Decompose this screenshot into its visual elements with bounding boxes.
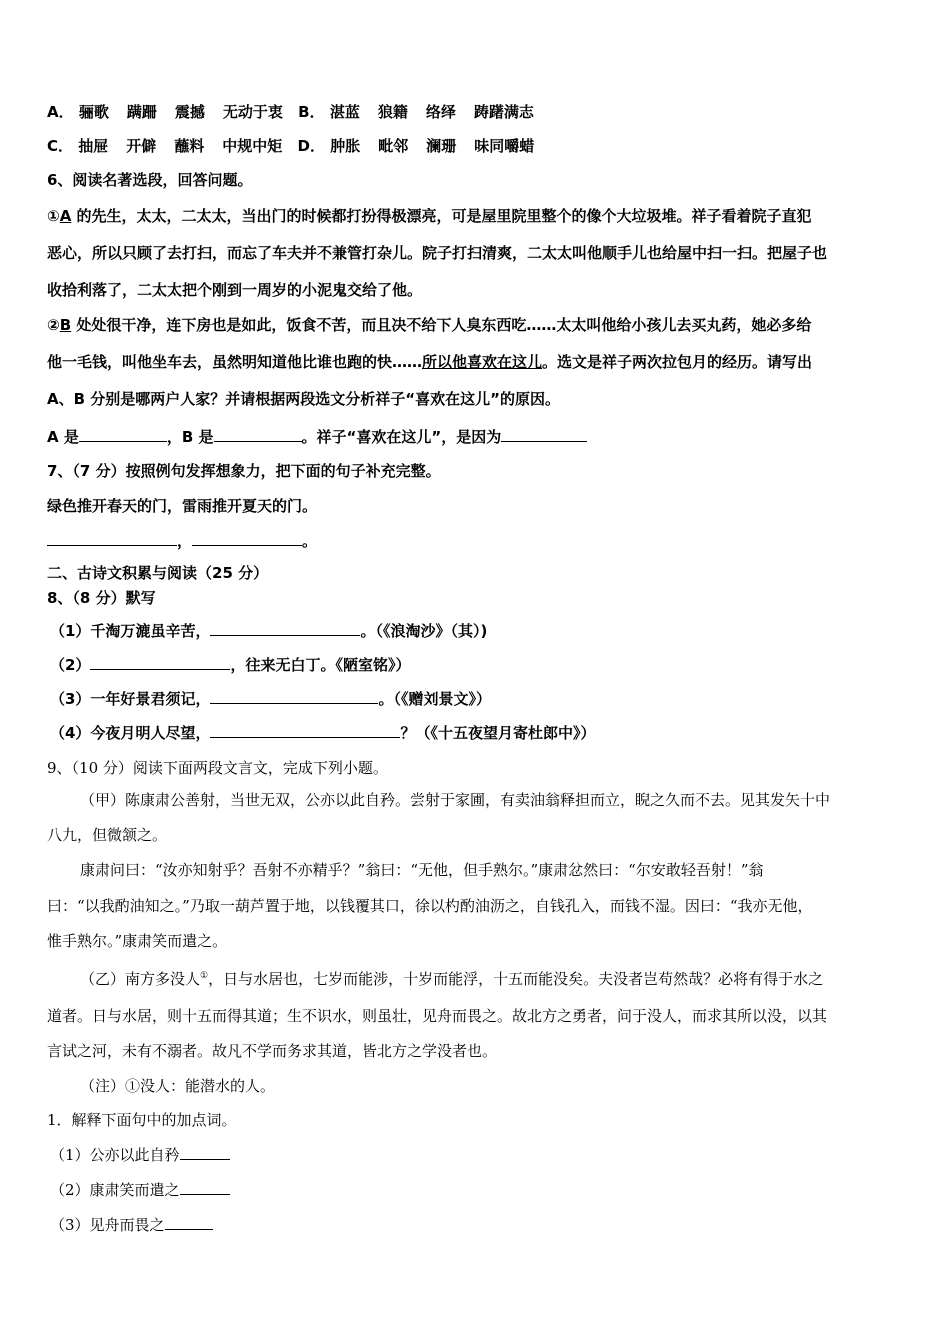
answer-a-label: A 是 <box>47 428 79 446</box>
answer-b-label: ，B 是 <box>166 428 214 446</box>
q8-item-4 <box>50 722 595 743</box>
text: ？（《十五夜望月寄杜郎中》） <box>400 724 596 742</box>
word: 湛蓝 <box>329 103 360 121</box>
q7-title: 7、（7 分）按照例句发挥想象力，把下面的句子补充完整。 <box>47 462 441 480</box>
text: 他一毛钱，叫他坐车去，虽然明知道他比谁也跑的快…… <box>47 353 423 371</box>
q6-p1-line1 <box>47 206 812 226</box>
option-a-label: A． <box>47 103 74 121</box>
text: （乙）南方多没人 <box>80 970 201 988</box>
word: 狼籍 <box>377 103 408 121</box>
q6-p1-line3: 收拾利落了，二太太把个刚到一周岁的小泥鬼交给了他。 <box>47 281 423 299</box>
q9-title: 9、（10 分）阅读下面两段文言文，完成下列小题。 <box>47 759 388 777</box>
options-row-ab <box>47 102 552 122</box>
text: 处处很干净，连下房也是如此，饭食不苦，而且决不给下人臭东西吃……太太叫他给小孩儿去买丸药，她必多给 <box>71 316 812 334</box>
q8-item-1 <box>50 620 487 641</box>
q6-p2-line1 <box>47 315 811 335</box>
option-d-label: D． <box>297 137 325 155</box>
letter-a: A <box>59 207 72 225</box>
word: 蹒跚 <box>126 103 157 121</box>
q8-item-3 <box>50 688 491 709</box>
q8-title: 8、（8 分）默写 <box>47 589 156 607</box>
option-a-words <box>79 102 293 122</box>
option-d-words <box>330 136 552 156</box>
text: 。（《赠刘景文》） <box>378 690 491 708</box>
q9-blank-2[interactable] <box>180 1179 230 1195</box>
q9-jia-line2: 八九，但微颔之。 <box>47 826 168 844</box>
text: 。（《浪淘沙》（其）) <box>360 622 488 640</box>
text: （4）今夜月明人尽望， <box>50 724 211 742</box>
text: 。选文是祥子两次拉包月的经历。请写出 <box>542 353 813 371</box>
word: 味同嚼蜡 <box>474 137 535 155</box>
text: ，往来无白丁。《陋室铭》） <box>230 656 411 674</box>
word: 毗邻 <box>378 137 409 155</box>
q8-blank-3[interactable] <box>210 688 378 704</box>
option-c-label: C． <box>47 137 74 155</box>
word: 骊歌 <box>78 103 109 121</box>
q8-blank-1[interactable] <box>210 620 360 636</box>
q6-answer-line <box>47 426 587 447</box>
answer-c-label: 。祥子“喜欢在这儿”，是因为 <box>301 428 502 446</box>
q6-title: 6、阅读名著选段，回答问题。 <box>47 171 253 189</box>
word: 中规中矩 <box>222 137 283 155</box>
word: 震撼 <box>174 103 205 121</box>
q8-item-2 <box>50 654 410 675</box>
q9-jia-line3: 康肃问曰：“汝亦知射乎？吾射不亦精乎？”翁曰：“无他，但手熟尔。”康肃忿然曰：“尔安敢轻吾射！”翁 <box>80 861 764 879</box>
q9-blank-1[interactable] <box>180 1144 230 1160</box>
answer-b-blank[interactable] <box>214 426 302 442</box>
q9-jia-line5: 惟手熟尔。”康肃笑而遣之。 <box>47 932 228 950</box>
q7-blank-2[interactable] <box>192 530 302 546</box>
q9-sub1-item-2 <box>50 1179 230 1200</box>
q7-example: 绿色推开春天的门，雷雨推开夏天的门。 <box>47 497 318 515</box>
letter-b: B <box>59 316 72 334</box>
word: 踌躇满志 <box>473 103 534 121</box>
q9-yi-line1 <box>80 966 823 989</box>
footnote-mark: ① <box>200 971 209 981</box>
word: 澜珊 <box>426 137 457 155</box>
q9-yi-line2: 道者。日与水居，则十五而得其道；生不识水，则虽壮，见舟而畏之。故北方之勇者，问于没人，而求其所以没，以其 <box>47 1007 828 1025</box>
text: （2）康肃笑而遣之 <box>50 1181 180 1199</box>
q9-jia-line1: （甲）陈康肃公善射，当世无双，公亦以此自矜。尝射于家圃，有卖油翁释担而立，睨之久而不去。见其发矢十中 <box>80 791 831 809</box>
option-c-words <box>78 136 292 156</box>
text: （3）见舟而畏之 <box>50 1216 165 1234</box>
q7-answer-line <box>47 530 317 551</box>
circle-mark: ② <box>47 316 60 334</box>
text: 的先生，太太，二太太，当出门的时候都打扮得极漂亮，可是屋里院里整个的像个大垃圾堆。祥子看着院子直犯 <box>71 207 812 225</box>
word: 无动于衷 <box>222 103 283 121</box>
q9-sub1-item-1 <box>50 1144 230 1165</box>
q8-blank-4[interactable] <box>210 722 400 738</box>
q6-p1-line2: 恶心，所以只顾了去打扫，而忘了车夫并不兼管打杂儿。院子打扫清爽，二太太叫他顺手儿也给屋中扫一扫。把屋子也 <box>47 244 828 262</box>
q6-p2-line2 <box>47 352 812 372</box>
q9-jia-line4: 曰：“以我酌油知之。”乃取一葫芦置于地，以钱覆其口，徐以杓酌油沥之，自钱孔入，而钱不湿。因曰：“我亦无他， <box>47 897 813 915</box>
word: 抽屉 <box>78 137 109 155</box>
q9-sub1-item-3 <box>50 1214 213 1235</box>
text: ，日与水居也，七岁而能涉，十岁而能浮，十五而能没矣。夫没者岂苟然哉？必将有得于水之 <box>208 970 824 988</box>
option-b-label: B． <box>298 103 325 121</box>
word: 肿胀 <box>330 137 361 155</box>
option-b-words <box>330 102 552 122</box>
q9-yi-line3: 言试之河，未有不溺者。故凡不学而务求其道，皆北方之学没者也。 <box>47 1042 498 1060</box>
word: 开僻 <box>126 137 157 155</box>
answer-c-blank[interactable] <box>501 426 587 442</box>
q6-p2-line3: A、B 分别是哪两户人家？并请根据两段选文分析祥子“喜欢在这儿”的原因。 <box>47 390 560 408</box>
word: 蘸料 <box>174 137 205 155</box>
text: （2） <box>50 656 91 674</box>
q9-blank-3[interactable] <box>165 1214 213 1230</box>
text: （3）一年好景君须记， <box>50 690 211 708</box>
text: （1）千淘万漉虽辛苦， <box>50 622 211 640</box>
circle-mark: ① <box>47 207 60 225</box>
word: 络绎 <box>425 103 456 121</box>
options-row-cd <box>47 136 552 156</box>
answer-a-blank[interactable] <box>79 426 167 442</box>
text: （1）公亦以此自矜 <box>50 1146 180 1164</box>
q8-blank-2[interactable] <box>90 654 230 670</box>
q7-blank-1[interactable] <box>47 530 177 546</box>
period: 。 <box>302 532 318 550</box>
q9-note: （注）①没人：能潜水的人。 <box>80 1077 276 1095</box>
comma: ， <box>177 532 193 550</box>
section2-title: 二、古诗文积累与阅读（25 分） <box>47 564 269 582</box>
q9-sub1-title: 1．解释下面句中的加点词。 <box>47 1111 237 1129</box>
underlined-text: 所以他喜欢在这儿 <box>422 353 543 371</box>
